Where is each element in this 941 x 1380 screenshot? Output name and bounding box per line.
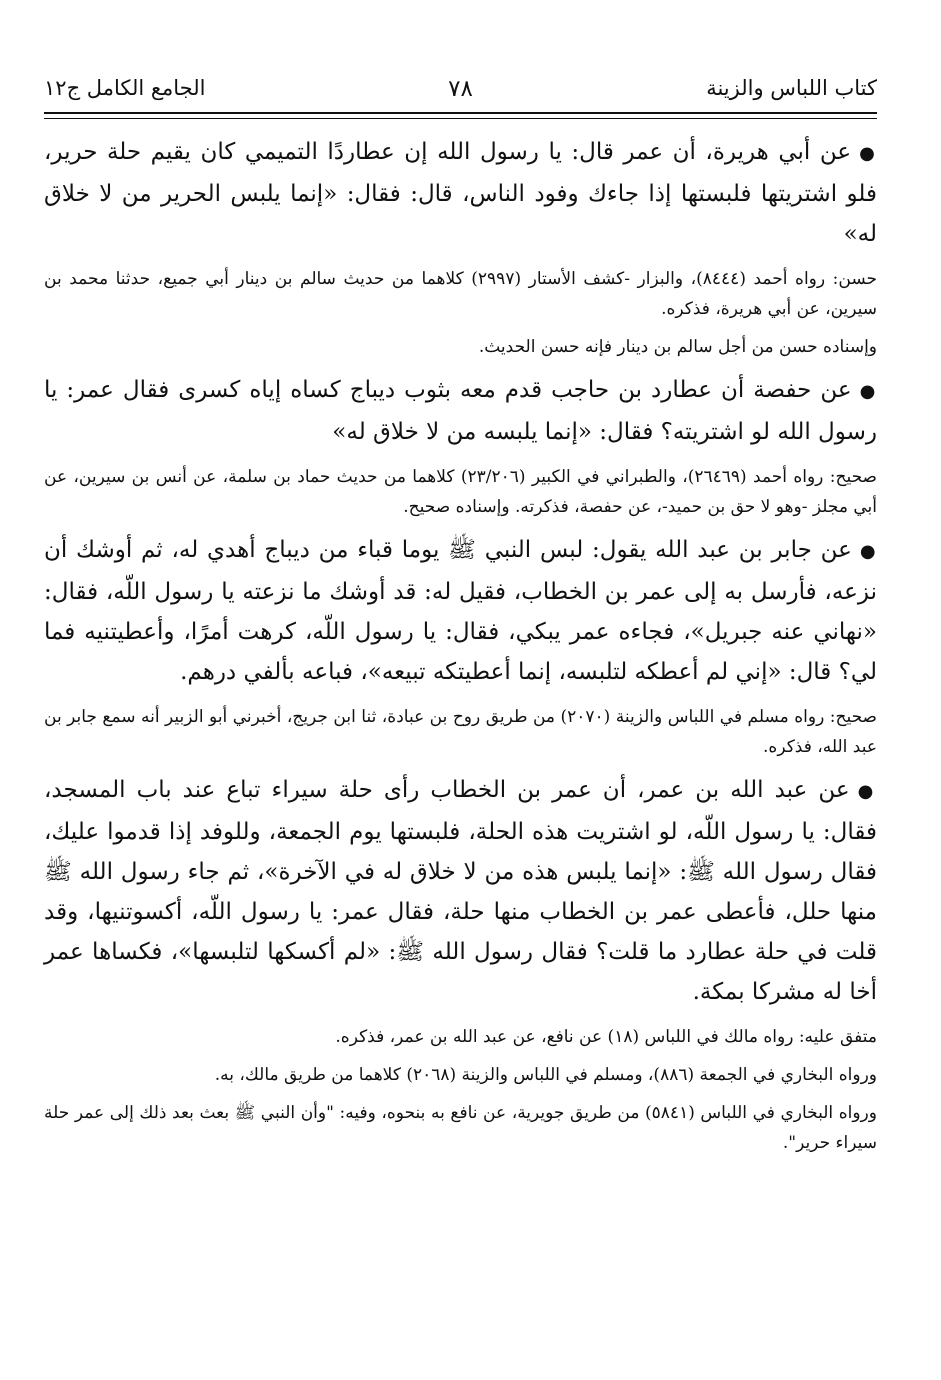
bullet-icon: ● <box>859 381 877 402</box>
hadith-2-takhrij: صحيح: رواه أحمد (٢٦٤٦٩)، والطبراني في الكبير (٢٣/٢٠٦) كلاهما من حديث حماد بن سلمة، عن أنس بن سيرين، عن أبي مجلز -وهو لا حق بن حميد-، عن حفصة، فذكرته. وإسناده صحيح. <box>44 467 877 517</box>
header-rule-thick <box>44 112 877 114</box>
header-volume-title: الجامع الكامل ج١٢ <box>44 76 206 100</box>
header-rule-thin <box>44 118 877 119</box>
running-header <box>44 70 877 110</box>
page-number: ٧٨ <box>448 76 473 102</box>
hadith-3-text: عن جابر بن عبد الله يقول: لبس النبي ﷺ يوما قباء من ديباج أهدي له، ثم أوشك أن نزعه، فأرسل به إلى عمر بن الخطاب، فقيل له: قد أوشك ما نزعته يا رسول اللّه، فقال: «نهاني عنه جبريل»، فجاءه عمر يبكي، فقال: يا رسول اللّه، كرهت أمرًا، وأعطيتنيه فما لي؟ قال: «إني لم أعطكه لتلبسه، إنما أعطيتكه تبيعه»، فباعه بألفي درهم. <box>44 537 877 685</box>
hadith-4-text: عن عبد الله بن عمر، أن عمر بن الخطاب رأى حلة سيراء تباع عند باب المسجد، فقال: يا رسول اللّه، لو اشتريت هذه الحلة، فلبستها يوم الجمعة، وللوفد إذا قدموا عليك، فقال رسول الله ﷺ: «إنما يلبس هذه من لا خلاق له في الآخرة»، ثم جاء رسول الله ﷺ منها حلل، فأعطى عمر بن الخطاب منها حلة، فقال عمر: يا رسول اللّه، أكسوتنيها، وقد قلت في حلة عطارد ما قلت؟ فقال رسول الله ﷺ: «لم أكسكها لتلبسها»، فكساها عمر أخا له مشركا بمكة. <box>44 777 877 1005</box>
page-body <box>44 132 877 1166</box>
hadith-4 <box>44 770 877 1012</box>
bullet-icon: ● <box>859 143 877 164</box>
header-chapter-title: كتاب اللباس والزينة <box>706 76 877 100</box>
hadith-3 <box>44 530 877 692</box>
hadith-1-text: عن أبي هريرة، أن عمر قال: يا رسول الله إن عطاردًا التميمي كان يقيم حلة حرير، فلو اشتريتها فلبستها إذا جاءك وفود الناس، قال: فقال: «إنما يلبس الحرير من لا خلاق له» <box>44 139 877 247</box>
hadith-1-grading: وإسناده حسن من أجل سالم بن دينار فإنه حسن الحديث. <box>478 337 877 357</box>
hadith-4-takhrij: متفق عليه: رواه مالك في اللباس (١٨) عن نافع، عن عبد الله بن عمر، فذكره. <box>335 1027 877 1047</box>
hadith-1-takhrij: حسن: رواه أحمد (٨٤٤٤)، والبزار -كشف الأستار (٢٩٩٧) كلاهما من حديث سالم بن دينار أبي جميع، حدثنا محمد بن سيرين، عن أبي هريرة، فذكره. <box>44 269 877 319</box>
hadith-2-text: عن حفصة أن عطارد بن حاجب قدم معه بثوب ديباج كساه إياه كسرى فقال عمر: يا رسول الله لو اشتريته؟ فقال: «إنما يلبسه من لا خلاق له» <box>44 377 877 445</box>
hadith-3-takhrij: صحيح: رواه مسلم في اللباس والزينة (٢٠٧٠) من طريق روح بن عبادة، ثنا ابن جريج، أخبرني أبو الزبير أنه سمع جابر بن عبد الله، فذكره. <box>44 707 877 757</box>
hadith-2 <box>44 370 877 452</box>
bullet-icon: ● <box>859 541 877 562</box>
bullet-icon: ● <box>857 781 877 802</box>
hadith-4-takhrij-2: ورواه البخاري في الجمعة (٨٨٦)، ومسلم في اللباس والزينة (٢٠٦٨) كلاهما من طريق مالك، به. <box>214 1065 877 1085</box>
hadith-4-takhrij-3: ورواه البخاري في اللباس (٥٨٤١) من طريق جويرية، عن نافع به بنحوه، وفيه: "وأن النبي ﷺ بعث بعد ذلك إلى عمر حلة سيراء حرير". <box>44 1103 877 1153</box>
hadith-1 <box>44 132 877 254</box>
